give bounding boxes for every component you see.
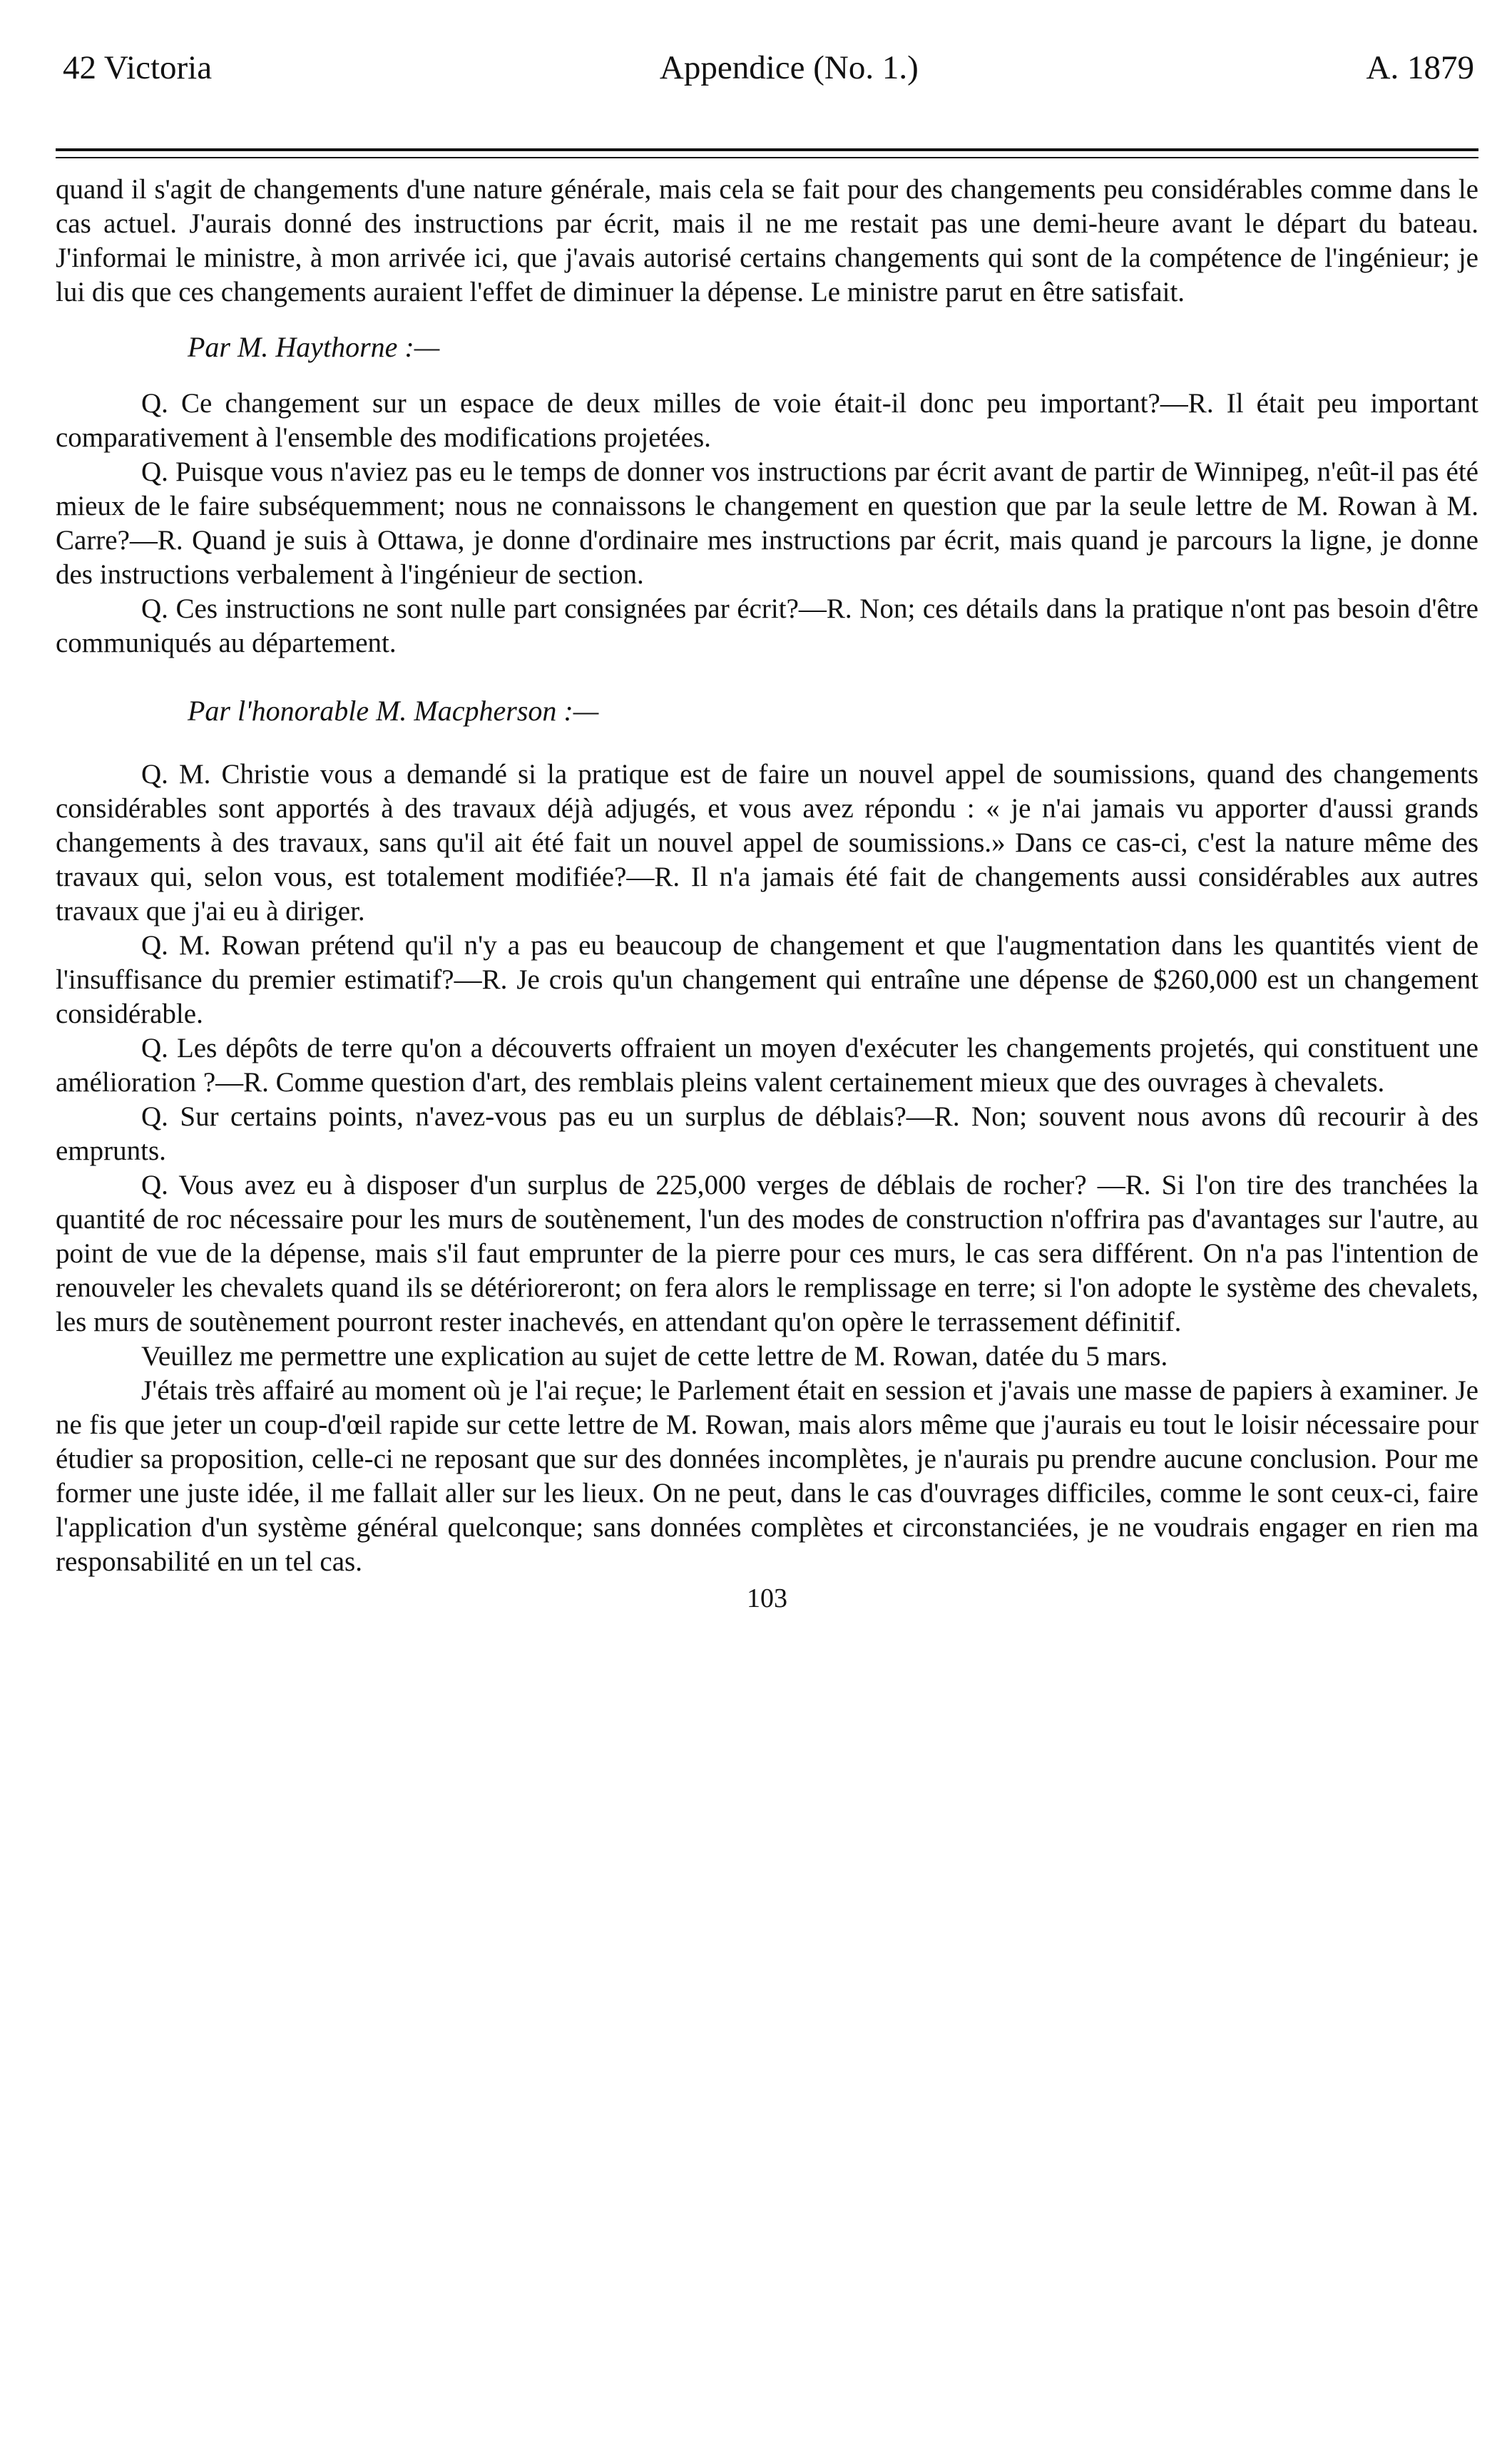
document-body [56,173,1478,1579]
paragraph-question: Q. Puisque vous n'aviez pas eu le temps de donner vos instructions par écrit avant de partir de Winnipeg, n'eût-il pas été mieux de le faire subséquemment; nous ne connaissons le changement en question que par la seule lettre de M. Rowan à M. Carre?—R. Quand je suis à Ottawa, je donne d'ordinaire mes instructions par écrit, mais quand je parcours la ligne, je donne des instructions verbalement à l'ingénieur de section. [56,456,1478,590]
paragraph-question: Q. Ces instructions ne sont nulle part consignées par écrit?—R. Non; ces détails dans la pratique n'ont pas besoin d'être communiqués au département. [56,593,1478,658]
paragraph-question: Q. M. Rowan prétend qu'il n'y a pas eu beaucoup de changement et que l'augmentation dans les quantités vient de l'insuffisance du premier estimatif?—R. Je crois qu'un changement qui entraîne une dépense de $260,000 est un changement considérable. [56,930,1478,1029]
paragraph-continuation: quand il s'agit de changements d'une nature générale, mais cela se fait pour des changements peu considérables comme dans le cas actuel. J'aurais donné des instructions par écrit, mais il ne me restait pas une demi-heure avant le départ du bateau. J'informai le ministre, à mon arrivée ici, que j'avais autorisé certains changements qui sont de la compétence de l'ingénieur; je lui dis que ces changements auraient l'effet de diminuer la dépense. Le ministre parut en être satisfait. [56,174,1478,307]
paragraph-question: Q. Vous avez eu à disposer d'un surplus de 225,000 verges de déblais de rocher? —R. Si l'on tire des tranchées la quantité de roc nécessaire pour les murs de soutènement, l'un des modes de construction n'offrira pas d'avantages sur l'autre, au point de vue de la dépense, mais s'il faut emprunter de la pierre pour ces murs, le cas sera différent. On n'a pas l'intention de renouveler les chevalets quand ils se détérioreront; on fera alors le remplissage en terre; si l'on adopte le système des chevalets, les murs de soutènement pourront rester inachevés, en attendant qu'on opère le terrassement définitif. [56,1170,1478,1337]
page-number: 103 [747,1583,787,1613]
speaker-heading-macpherson: Par l'honorable M. Macpherson :— [188,695,599,727]
paragraph-question: Q. Les dépôts de terre qu'on a découverts offraient un moyen d'exécuter les changements projetés, qui constituent une amélioration ?—R. Comme question d'art, des remblais pleins valent certainement mieux que des ouvrages à chevalets. [56,1033,1478,1098]
header-session: 42 Victoria [63,49,213,86]
running-header [56,43,1478,93]
paragraph-statement: Veuillez me permettre une explication au sujet de cette lettre de M. Rowan, datée du 5 mars. [141,1341,1168,1372]
header-appendix: Appendice (No. 1.) [659,49,919,86]
header-rule-thin [56,157,1478,158]
header-rule-thick [56,148,1478,151]
paragraph-statement: J'étais très affairé au moment où je l'ai reçue; le Parlement était en session et j'avais une masse de papiers à examiner. Je ne fis que jeter un coup-d'œil rapide sur cette lettre de M. Rowan, mais alors même que j'aurais eu tout le loisir nécessaire pour étudier sa proposition, celle-ci ne reposant que sur des données incomplètes, je n'aurais pu prendre aucune conclusion. Pour me former une juste idée, il me fallait aller sur les lieux. On ne peut, dans le cas d'ouvrages difficiles, comme le sont ceux-ci, faire l'application d'un système général quelconque; sans données complètes et circonstanciées, je ne voudrais engager en rien ma responsabilité en un tel cas. [56,1375,1478,1577]
paragraph-question: Q. Sur certains points, n'avez-vous pas eu un surplus de déblais?—R. Non; souvent nous avons dû recourir à des emprunts. [56,1101,1478,1166]
header-year: A. 1879 [1366,49,1474,86]
paragraph-question: Q. Ce changement sur un espace de deux milles de voie était-il donc peu important?—R. Il était peu important comparativement à l'ensemble des modifications projetées. [56,388,1478,453]
document-page [56,43,1478,2439]
paragraph-question: Q. M. Christie vous a demandé si la pratique est de faire un nouvel appel de soumissions, quand des changements considérables sont apportés à des travaux déjà adjugés, et vous avez répondu : « je n'ai jamais vu apporter d'aussi grands changements à des travaux, sans qu'il ait été fait un nouvel appel de soumissions.» Dans ce cas-ci, c'est la nature même des travaux qui, selon vous, est totalement modifiée?—R. Il n'a jamais été fait de changements aussi considérables aux autres travaux que j'ai eu à diriger. [56,759,1478,927]
speaker-heading-haythorne: Par M. Haythorne :— [188,331,440,363]
